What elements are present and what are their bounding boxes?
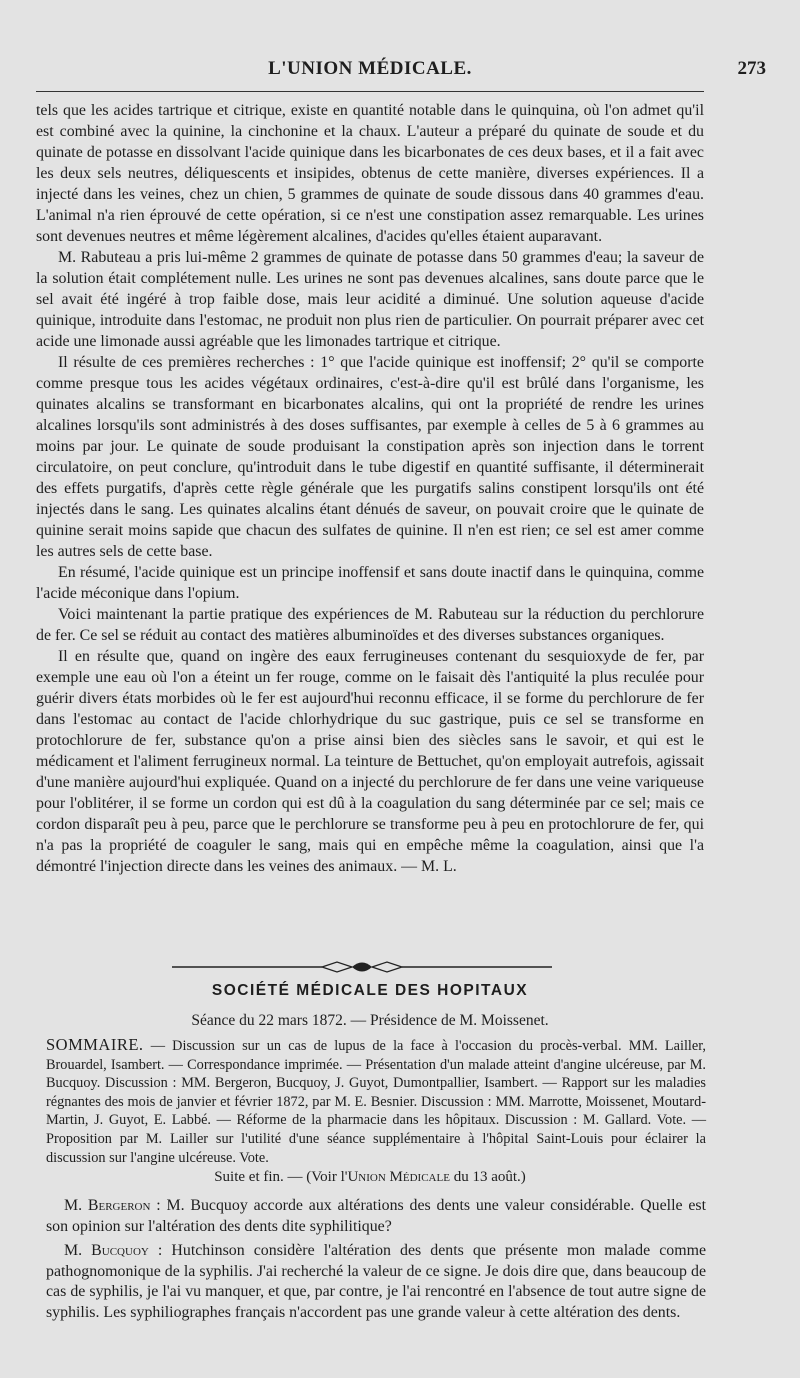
header-rule — [36, 91, 704, 92]
section-divider-ornament — [172, 956, 552, 978]
continuation-prefix: Suite et fin. — (Voir l' — [214, 1169, 348, 1185]
article-paragraph: Il résulte de ces premières recherches : 1° que l'acide quinique est inoffensif; 2° qu'il se comporte comme presque tous les acides végétaux ordinaires, c'est-à-dire qu'il est brûlé dans l'organisme, les quinates alcalins se transformant en bicarbonates alcalins, qui ont la propriété de rendre les urines alcalines lorsqu'ils sont administrés à des doses suffisantes, par exemple à celles de 5 à 6 grammes au moins par jour. Le quinate de soude produisant la constipation après son injection dans le torrent circulatoire, on peut conclure, qu'introduit dans le tube digestif en quantité suffisante, il déterminerait des effets purgatifs, d'après cette règle générale que les purgatifs salins constipent lorsqu'ils ont été injectés dans le sang. Les quinates alcalins étant dénués de saveur, on pouvait croire que le quinate de quinine serait moins sapide que chacun des sulfates de quinine. Il n'en est rien; ce sel est amer comme les autres sels de cette base. — [36, 354, 704, 560]
speaker-name: M. Bucquoy — [64, 1242, 149, 1259]
page-number: 273 — [737, 58, 766, 79]
page-header — [36, 54, 766, 84]
continuation-note — [36, 1169, 704, 1186]
article-paragraph: En résumé, l'acide quinique est un principe inoffensif et sans doute inactif dans le quinquina, comme l'acide méconique dans l'opium. — [36, 564, 704, 602]
article-paragraph: Voici maintenant la partie pratique des expériences de M. Rabuteau sur la réduction du perchlorure de fer. Ce sel se réduit au contact des matières albuminoïdes et des diverses substances organiques. — [36, 606, 704, 644]
discussion-paragraph — [46, 1241, 706, 1323]
speaker-remark: : Hutchinson considère l'altération des dents que présente mon malade comme pathognomonique de la syphilis. J'ai recherché la valeur de ce signe. Je dois dire que, dans beaucoup de cas de syphilis, je l'ai vu manquer, et que, par contre, je l'ai rencontré en l'absence de tout autre signe de syphilis. Les syphiliographes français n'accordent pas une grande valeur à cette altération des dents. — [46, 1242, 707, 1321]
running-title: L'UNION MÉDICALE. — [268, 58, 472, 79]
article-body — [36, 100, 704, 877]
discussion-paragraph — [46, 1196, 706, 1237]
continuation-suffix: du 13 août.) — [449, 1169, 526, 1185]
summary-paragraph — [46, 1036, 706, 1167]
summary-block — [46, 1036, 706, 1167]
section-title: SOCIÉTÉ MÉDICALE DES HOPITAUX — [211, 982, 529, 999]
speaker-remark: : M. Bucquoy accorde aux altérations des dents une valeur considérable. Quelle est son opinion sur l'altération des dents dite syphilitique? — [46, 1197, 706, 1235]
summary-label: SOMMAIRE. — [46, 1035, 144, 1054]
meeting-line: Séance du 22 mars 1872. — Présidence de M. Moissenet. — [191, 1012, 549, 1029]
continuation-journal: Union Médicale — [347, 1169, 450, 1185]
article-paragraph: Il en résulte que, quand on ingère des eaux ferrugineuses contenant du sesquioxyde de fer, par exemple une eau où l'on a éteint un fer rouge, comme on le faisait dès l'antiquité la plus reculée pour guérir divers états morbides où le fer est aujourd'hui reconnu efficace, il se forme du perchlorure de fer dans l'estomac au contact de l'acide chlorhydrique du suc gastrique, puis ce sel se transforme en protochlorure de fer, substance qu'on a prise ainsi bien des siècles sans le savoir, et qui est le médicament et l'aliment ferrugineux normal. La teinture de Bettuchet, qu'on employait autrefois, agissait d'une manière aujourd'hui expliquée. Quand on a injecté du perchlorure de fer dans une veine variqueuse pour l'oblitérer, il se forme un cordon qui est dû à la coagulation du sang déterminée par ce sel; mais ce cordon disparaît peu à peu, parce que le perchlorure se transforme peu à peu en protochlorure de fer, qui n'a pas la propriété de coaguler le sang, mais qui en empêche même la coagulation, ainsi que l'a démontré l'injection directe dans les veines des animaux. — M. L. — [36, 648, 704, 875]
discussion-block — [46, 1196, 706, 1327]
article-paragraph: tels que les acides tartrique et citrique, existe en quantité notable dans le quinquina, où l'on admet qu'il est combiné avec la quinine, la cinchonine et la chaux. L'auteur a préparé du quinate de soude et du quinate de potasse en dissolvant l'acide quinique dans les bicarbonates de ces deux bases, et il a fait avec les deux sels neutres, déliquescents et insipides, obtenus de cette manière, diverses expériences. Il a injecté dans les veines, chez un chien, 5 grammes de quinate de soude dissous dans 40 grammes d'eau. L'animal n'a rien éprouvé de cette opération, si ce n'est une constipation assez remarquable. Les urines sont devenues neutres et même légèrement alcalines, d'acides qu'elles étaient auparavant. — [36, 102, 704, 245]
article-paragraph: M. Rabuteau a pris lui-même 2 grammes de quinate de potasse dans 50 grammes d'eau; la saveur de la solution était complétement nulle. Les urines ne sont pas devenues alcalines, sans doute parce que le sel avait été ingéré à trop faible dose, mais leur acidité a diminué. Une solution aqueuse d'acide quinique, introduite dans l'estomac, ne produit non plus rien de particulier. On pourrait préparer avec cet acide une limonade aussi agréable que les limonades tartrique et citrique. — [36, 249, 704, 350]
speaker-name: M. Bergeron — [64, 1197, 151, 1214]
summary-text: — Discussion sur un cas de lupus de la face à l'occasion du procès-verbal. MM. Lailler, Brouardel, Isambert. — Correspondance imprimée. — Présentation d'un malade atteint d'angine ulcéreuse, par M. Bucquoy. Discussion : MM. Bergeron, Bucquoy, J. Guyot, Dumontpallier, Isambert. — Rapport sur les maladies régnantes des mois de janvier et février 1872, par M. E. Besnier. Discussion : MM. Marrotte, Moissenet, Moutard-Martin, J. Guyot, E. Labbé. — Réforme de la pharmacie dans les hôpitaux. Discussion : M. Gallard. Vote. — Proposition par M. Lailler sur l'utilité d'une séance supplémentaire à l'hôpital Saint-Louis pour éclairer la discussion sur l'angine ulcéreuse. Vote. — [46, 1038, 706, 1166]
